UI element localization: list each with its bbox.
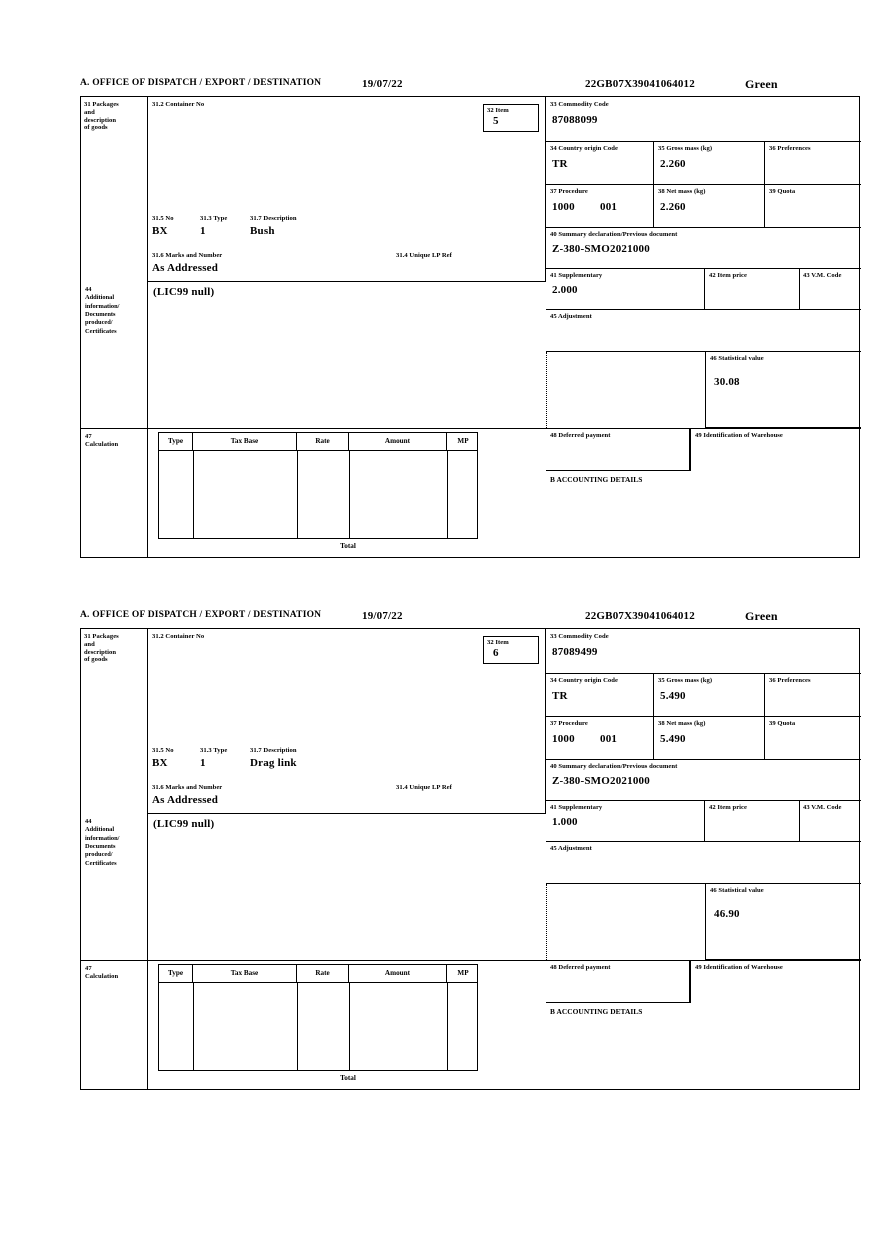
box-35-gross-mass [654,142,765,185]
box-44-label-line2-2: Additional [85,826,115,834]
box-31-label-line4: of goods [84,124,108,132]
box-36-label: 36 Preferences [769,145,811,152]
additional-information-value-2: (LIC99 null) [153,818,215,830]
calc-divider-4 [447,451,448,538]
form-header-1 [80,78,860,94]
box-34-country-origin-2 [546,674,654,717]
calc-col-type-header-2: Type [159,965,193,982]
item-price-value-2 [705,812,799,828]
box-31-label-cell [81,97,148,282]
box-31-5-label-2: 31.5 No [152,747,174,754]
box-49-warehouse-id-2 [690,960,861,1003]
declaration-date: 19/07/22 [362,78,403,90]
calc-col-rate-header-2: Rate [297,965,349,982]
box-49-label-2: 49 Identification of Warehouse [695,964,783,971]
box-45-label-2: 45 Adjustment [550,845,592,852]
deferred-payment-value-2 [546,972,689,988]
box-37-label-2: 37 Procedure [550,720,588,727]
box-41-supplementary [546,269,705,310]
box-47-label-line2: Calculation [85,440,119,448]
box-32-item-number-2 [483,636,539,664]
b-accounting-label-2: B ACCOUNTING DETAILS [550,1007,643,1016]
calc-divider-1 [193,451,194,538]
box-33-label: 33 Commodity Code [550,101,609,108]
calculation-body-2 [158,983,478,1071]
country-origin-code-value: TR [552,157,568,170]
box-37-procedure-2 [546,717,654,760]
box-44-additional-information [148,282,546,428]
box-31-6-label: 31.6 Marks and Number [152,252,223,259]
box-44-label-line5: produced/ [85,319,113,327]
box-31-4-label-2: 31.4 Unique LP Ref [396,784,452,791]
box-32-item-number [483,104,539,132]
box-41-label-2: 41 Supplementary [550,804,603,811]
goods-description-value-2: Drag link [250,757,297,769]
goods-description-value: Bush [250,225,275,237]
box-35-gross-mass-2 [654,674,765,717]
office-of-dispatch-label: A. OFFICE OF DISPATCH / EXPORT / DESTINATION [80,78,322,88]
calc-col-type-header: Type [159,433,193,450]
box-40-previous-document [546,228,861,269]
item-number-value: 5 [493,114,499,127]
statistical-value-value: 30.08 [714,375,740,388]
box-44-label-line3: information/ [85,302,120,310]
box-47-label-line1-2: 47 [85,965,92,972]
vm-code-value-2 [800,812,861,828]
office-of-dispatch-label-2: A. OFFICE OF DISPATCH / EXPORT / DESTINATION [80,610,322,620]
calc-divider-3 [349,451,350,538]
declaration-grid-1 [80,96,860,558]
warehouse-id-value [691,440,861,456]
box-39-label: 39 Quota [769,188,796,195]
box-36-label-2: 36 Preferences [769,677,811,684]
box-31-2-label: 31.2 Container No [152,101,205,108]
box-44-label-line4: Documents [85,310,116,318]
commodity-code-value-2: 87089499 [552,645,598,658]
preferences-value [765,153,861,170]
item-number-value-2: 6 [493,646,499,659]
box-31-label-line1: 31 Packages [84,101,119,108]
box-39-label-2: 39 Quota [769,720,796,727]
box-47-calculation-area [148,428,546,557]
quota-value [765,196,861,213]
box-45-dotted-separator [546,352,547,428]
box-41-supplementary-2 [546,801,705,842]
box-40-label-2: 40 Summary declaration/Previous document [550,763,678,770]
box-41-label: 41 Supplementary [550,272,603,279]
box-31-label-cell-2 [81,629,148,814]
box-32-label-2: 32 Item [487,639,509,646]
item-price-value [705,280,799,296]
box-43-vm-code-2 [800,801,861,842]
calculation-total-row-2: Total [340,1074,356,1082]
box-31-3-label-2: 31.3 Type [200,747,228,754]
box-31-5-label: 31.5 No [152,215,174,222]
box-33-commodity-code [546,97,861,142]
box-43-label: 43 V.M. Code [803,272,842,279]
box-38-net-mass [654,185,765,228]
box-46-statistical-value-2 [705,884,861,960]
commodity-code-value: 87088099 [552,113,598,126]
box-31-6-label-2: 31.6 Marks and Number [152,784,223,791]
box-31-label-line2: and [84,108,95,116]
declaration-grid-2 [80,628,860,1090]
box-47-calculation-area-2 [148,960,546,1089]
box-48-label: 48 Deferred payment [550,432,611,439]
movement-reference-number-2: 22GB07X39041064012 [585,610,695,622]
supplementary-value-2: 1.000 [552,815,578,828]
box-44-label-cell [81,282,148,428]
box-39-quota-2 [765,717,861,760]
box-42-label-2: 42 Item price [709,804,748,811]
box-39-quota [765,185,861,228]
calculation-header-row [158,432,478,451]
box-33-label-2: 33 Commodity Code [550,633,609,640]
box-31-label-line1-2: 31 Packages [84,633,119,640]
calc-divider-1-2 [193,983,194,1070]
box-46-statistical-value [705,352,861,428]
net-mass-value: 2.260 [660,200,686,213]
box-42-item-price [705,269,800,310]
box-32-label: 32 Item [487,107,509,114]
b-accounting-label: B ACCOUNTING DETAILS [550,475,643,484]
box-43-label-2: 43 V.M. Code [803,804,842,811]
calc-divider-2-2 [297,983,298,1070]
box-31-7-label-2: 31.7 Description [250,747,297,754]
net-mass-value-2: 5.490 [660,732,686,745]
procedure-secondary-value-2: 001 [600,732,618,745]
form-header-2 [80,610,860,626]
box-42-item-price-2 [705,801,800,842]
country-origin-code-value-2: TR [552,689,568,702]
adjustment-value-2 [546,853,861,869]
box-46-label: 46 Statistical value [710,355,764,362]
warehouse-id-value-2 [691,972,861,988]
marks-and-number-value-2: As Addressed [152,794,219,806]
box-46-label-2: 46 Statistical value [710,887,764,894]
previous-document-value-2: Z-380-SMO2021000 [552,774,650,787]
box-35-label: 35 Gross mass (kg) [658,145,713,152]
adjustment-value [546,321,861,337]
gross-mass-value: 2.260 [660,157,686,170]
box-31-2-label-2: 31.2 Container No [152,633,205,640]
calc-col-mp-header-2: MP [457,969,469,977]
box-49-label: 49 Identification of Warehouse [695,432,783,439]
box-38-label-2: 38 Net mass (kg) [658,720,706,727]
box-45-adjustment-2 [546,842,861,884]
calculation-header-row-2 [158,964,478,983]
packages-type-value-2: 1 [200,757,206,769]
box-49-warehouse-id [690,428,861,471]
box-34-label-2: 34 Country origin Code [550,677,618,684]
box-b-accounting-details [546,471,861,557]
calc-divider-2 [297,451,298,538]
box-40-previous-document-2 [546,760,861,801]
calc-col-rate-header: Rate [297,433,349,450]
box-31-label-line2-2: and [84,640,95,648]
box-35-label-2: 35 Gross mass (kg) [658,677,713,684]
box-45-dotted-separator-2 [546,884,547,960]
box-47-label-line1: 47 [85,433,92,440]
vm-code-value [800,280,861,296]
box-44-label-line6: Certificates [85,327,117,335]
box-44-label-line4-2: Documents [85,842,116,850]
box-40-label: 40 Summary declaration/Previous document [550,231,678,238]
preferences-value-2 [765,685,861,702]
box-44-label-line6-2: Certificates [85,859,117,867]
box-44-label-line1-2: 44 [85,818,92,825]
calc-col-amount-header-2: Amount [349,965,447,982]
deferred-payment-value [546,440,689,456]
box-38-net-mass-2 [654,717,765,760]
previous-document-value: Z-380-SMO2021000 [552,242,650,255]
box-44-label-line1: 44 [85,286,92,293]
calculation-total-row: Total [340,542,356,550]
box-48-deferred-payment-2 [546,960,690,1003]
box-42-label: 42 Item price [709,272,748,279]
box-48-label-2: 48 Deferred payment [550,964,611,971]
box-31-3-label: 31.3 Type [200,215,228,222]
box-b-accounting-details-2 [546,1003,861,1089]
gross-mass-value-2: 5.490 [660,689,686,702]
box-48-deferred-payment [546,428,690,471]
box-31-4-label: 31.4 Unique LP Ref [396,252,452,259]
lane-status: Green [745,77,778,91]
customs-declaration-item-2 [80,610,860,1090]
calculation-body [158,451,478,539]
calc-col-mp-header: MP [457,437,469,445]
box-34-country-origin [546,142,654,185]
quota-value-2 [765,728,861,745]
procedure-value: 1000 [552,200,575,213]
box-36-preferences [765,142,861,185]
box-45-adjustment [546,310,861,352]
box-44-label-cell-2 [81,814,148,960]
box-47-label-cell-2 [81,960,148,1089]
box-31-7-label: 31.7 Description [250,215,297,222]
packages-number-value: BX [152,225,168,237]
marks-and-number-value: As Addressed [152,262,219,274]
box-44-label-line5-2: produced/ [85,851,113,859]
customs-declaration-item-1 [80,78,860,558]
box-47-label-line2-2: Calculation [85,972,119,980]
lane-status-2: Green [745,609,778,623]
box-33-commodity-code-2 [546,629,861,674]
box-37-procedure [546,185,654,228]
box-44-label-line3-2: information/ [85,834,120,842]
calc-divider-4-2 [447,983,448,1070]
procedure-secondary-value: 001 [600,200,618,213]
box-34-label: 34 Country origin Code [550,145,618,152]
box-47-label-cell [81,428,148,557]
box-31-label-line3-2: description [84,648,117,656]
box-31-label-line4-2: of goods [84,656,108,664]
statistical-value-value-2: 46.90 [714,907,740,920]
calc-col-amount-header: Amount [349,433,447,450]
box-45-label: 45 Adjustment [550,313,592,320]
packages-type-value: 1 [200,225,206,237]
calc-divider-3-2 [349,983,350,1070]
packages-number-value-2: BX [152,757,168,769]
box-43-vm-code [800,269,861,310]
calc-col-taxbase-header-2: Tax Base [193,965,297,982]
box-44-additional-information-2 [148,814,546,960]
box-31-label-line3: description [84,116,117,124]
movement-reference-number: 22GB07X39041064012 [585,78,695,90]
additional-information-value: (LIC99 null) [153,286,215,298]
box-36-preferences-2 [765,674,861,717]
declaration-date-2: 19/07/22 [362,610,403,622]
box-37-label: 37 Procedure [550,188,588,195]
box-38-label: 38 Net mass (kg) [658,188,706,195]
calc-col-taxbase-header: Tax Base [193,433,297,450]
procedure-value-2: 1000 [552,732,575,745]
box-44-label-line2: Additional [85,294,115,302]
supplementary-value: 2.000 [552,283,578,296]
